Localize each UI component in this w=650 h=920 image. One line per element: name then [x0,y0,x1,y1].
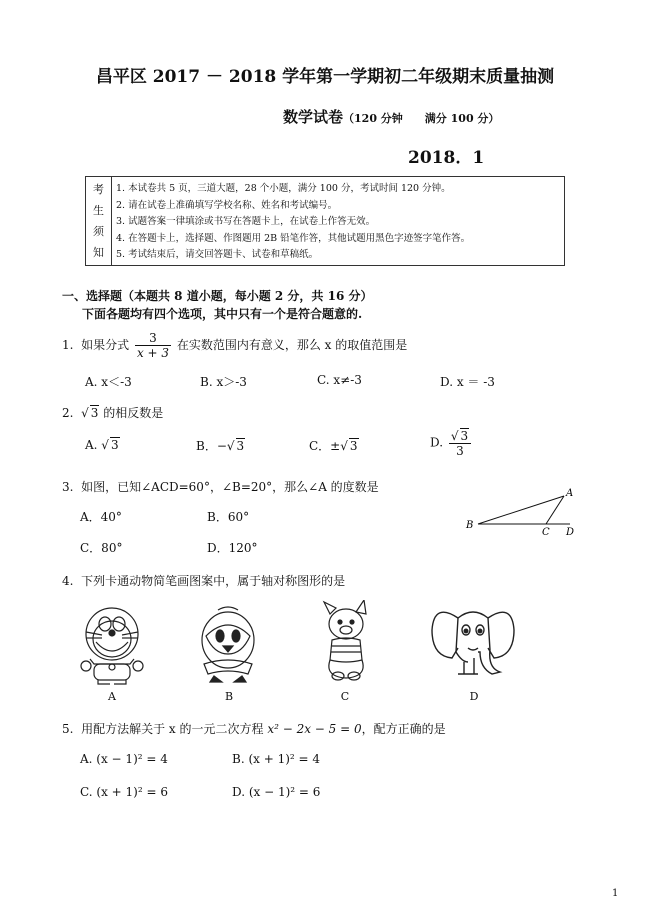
segment-ac [546,496,564,524]
q3-text: 如图，已知∠ACD=60°，∠B=20°，那么∠A 的度数是 [81,480,379,494]
cartoon-b-label: B [224,690,234,703]
cartoon-b-penguin [196,604,260,686]
q5-option-b: B. (x + 1)² = 4 [232,752,321,766]
notice-label-char: 生 [93,204,104,217]
exam-title: 昌平区 2017 － 2018 学年第一学期初二年级期末质量抽测 [95,67,555,87]
question-2: 2. √ 3 的相反数是 [62,406,164,420]
q4-number: 4. [62,574,74,588]
q1-text-post: 在实数范围内有意义，那么 x 的取值范围是 [176,338,408,352]
q3-triangle-figure [460,484,580,540]
q1-fraction-numerator: 3 [135,331,171,346]
notice-item: 5. 考试结束后，请交回答题卡、试卷和草稿纸。 [116,249,319,260]
q5-option-d: D. (x − 1)² = 6 [232,785,321,799]
q2-option-d-radicand: 3 [460,429,469,443]
q1-option-a: A. x＜-3 [85,375,132,389]
notice-label [86,177,112,265]
q2-option-b: B．−√ 3 [196,439,245,453]
q3-option-c: C．80° [80,541,123,555]
q5-option-a: A. (x − 1)² = 4 [80,752,168,766]
page-number: 1 [612,888,619,899]
point-d-label: D [566,527,575,538]
cartoon-d-label: D [469,690,479,703]
q2-option-d-denominator: 3 [456,444,464,458]
q1-option-d: D. x ＝ -3 [440,375,495,389]
notice-item: 2. 请在试卷上准确填写学校名称、姓名和考试编号。 [116,199,338,211]
q2-option-c-label: C．± [309,439,341,453]
q1-fraction-denominator: x + 3 [136,346,170,360]
q2-number: 2. [62,406,74,420]
q5-text-post: ，配方正确的是 [361,722,446,736]
cartoon-a-label: A [108,690,116,703]
q5-text-pre: 用配方法解关于 x 的一元二次方程 [81,722,264,736]
q2-option-c-radicand: 3 [349,439,358,453]
q5-number: 5. [62,722,74,736]
q2-option-a: A. √ 3 [85,438,119,452]
question-5 [62,720,446,737]
exam-date: 2018．1 [408,148,485,168]
q1-text-pre: 如果分式 [81,338,130,352]
notice-item: 4. 在答题卡上，选择题、作图题用 2B 铅笔作答，其他试题用黑色字迹签字笔作答。 [116,232,471,244]
q3-option-b: B．60° [207,510,250,524]
notice-label-char: 须 [93,225,104,238]
notice-label-char: 知 [93,246,104,259]
question-4 [62,572,345,589]
q2-option-a-label: A. [85,438,98,452]
q3-option-d: D．120° [207,541,258,555]
q2-radicand: 3 [90,406,99,420]
q2-option-b-radicand: 3 [236,439,245,453]
q1-number: 1. [62,338,74,352]
q1-option-c: C. x≠-3 [317,373,362,387]
cartoon-a-robot-cat [72,604,152,686]
q1-fraction [135,331,171,360]
q2-option-d-numerator: √ 3 [449,428,471,444]
exam-meta: （120 分钟 满分 100 分） [343,112,500,125]
notice-box [85,176,565,266]
cartoon-c-piglet [316,600,376,686]
point-b-label: B [466,520,474,531]
q5-option-c: C. (x + 1)² = 6 [80,785,168,799]
segment-ba [478,496,564,524]
q5-equation: x² − 2x − 5 = 0 [267,722,362,736]
q2-option-c: C．±√ 3 [309,439,358,453]
q2-option-d-fraction [449,428,471,458]
q3-option-a: A．40° [80,510,122,524]
point-c-label: C [542,527,550,538]
notice-items [116,181,470,264]
q2-option-d [430,428,473,458]
question-1 [62,331,407,360]
question-3 [62,478,379,495]
point-a-label: A [566,488,574,499]
q1-option-b: B. x＞-3 [200,375,247,389]
q2-option-b-label: B．− [196,439,227,453]
cartoon-d-elephant [428,600,518,682]
q3-number: 3. [62,480,74,494]
subject-label: 数学试卷 [283,108,344,126]
q2-option-d-label: D. [430,435,444,450]
cartoon-c-label: C [340,690,350,703]
notice-label-char: 考 [93,183,104,196]
section-instruction: 下面各题均有四个选项，其中只有一个是符合题意的. [82,307,363,321]
exam-subject [283,106,499,127]
q2-option-a-radicand: 3 [110,438,119,452]
q4-text: 下列卡通动物简笔画图案中，属于轴对称图形的是 [81,574,346,588]
section-heading: 一、选择题（本题共 8 道小题，每小题 2 分，共 16 分） [62,289,373,303]
notice-item: 3. 试题答案一律填涂或书写在答题卡上，在试卷上作答无效。 [116,216,376,227]
q2-text: 的相反数是 [103,406,164,420]
notice-item: 1. 本试卷共 5 页，三道大题，28 个小题，满分 100 分，考试时间 120 分钟。 [116,183,451,194]
